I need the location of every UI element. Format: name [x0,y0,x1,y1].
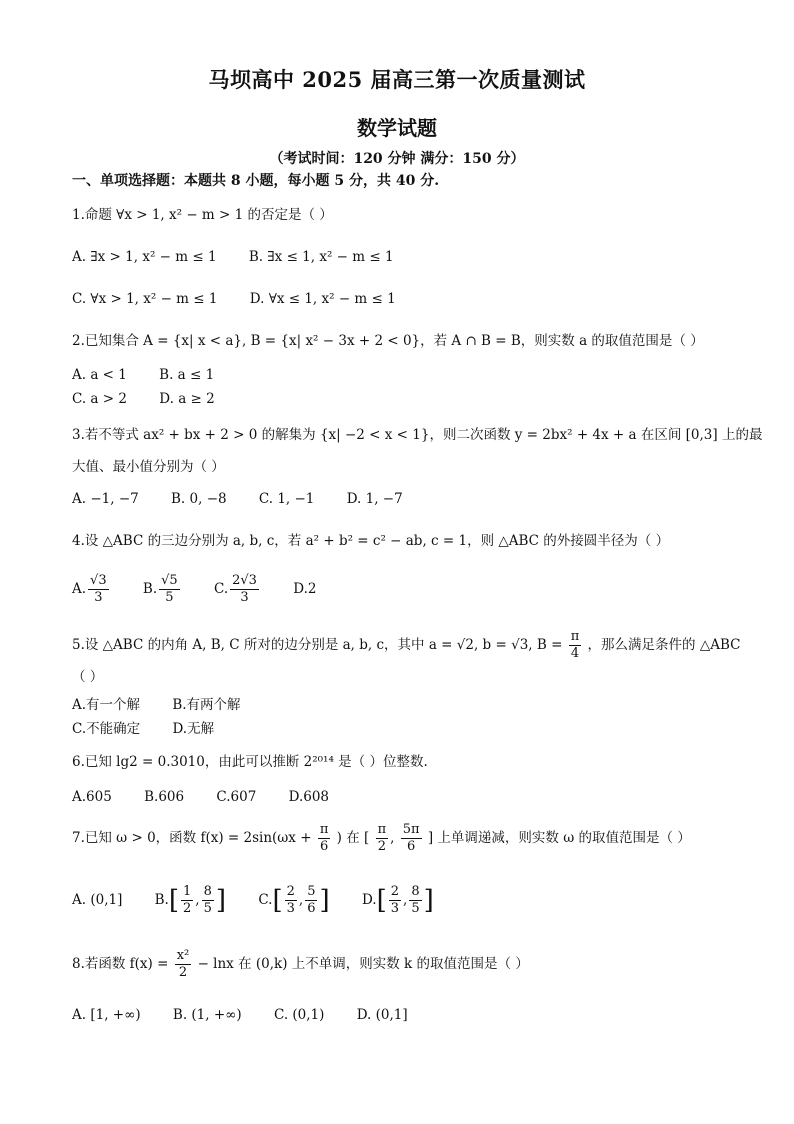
option-c [213,573,261,605]
numerator: 2 [390,884,400,899]
denominator: 3 [240,590,249,605]
option-d: D. ∀x ≤ 1, x² − m ≤ 1 [249,291,396,307]
option-b: B.[ $\frac{1}{2}$ , $\frac{8}{5}$ ] [154,884,227,916]
option-a-fraction [88,573,109,606]
option-a: A. (0,1] [72,892,123,908]
angle-fraction [569,629,582,662]
question-1-options-row1 [72,248,422,266]
option-b-label: B. [154,892,169,908]
question-7-stem-part3: ] 上单调递减，则实数 ω 的取值范围是（ ） [427,830,691,846]
question-5-stem-line2: （ ） [72,669,104,685]
question-7-options [72,880,462,921]
option-b: B.606 [144,789,185,805]
option-d: D.2 [293,581,317,597]
option-c: C. ∀x > 1, x² − m ≤ 1 [72,291,218,307]
option-d: D. a ≥ 2 [159,391,215,407]
fraction [305,884,317,917]
question-2-stem: 2.已知集合 A = {x| x < a}, B = {x| x² − 3x + 2 < 0}，若 A ∩ B = B，则实数 a 的取值范围是（ ） [72,333,704,349]
fraction [181,884,193,917]
question-3-stem-line1: 3.若不等式 ax² + bx + 2 > 0 的解集为 {x| −2 < x < 1}，则二次函数 y = 2bx² + 4x + a 在区间 [0,3] 上的最 [72,427,763,443]
question-5-stem-start: 5.设 △ABC 的内角 A, B, C 所对的边分别是 a, b, c，其中 a = √2, b = √3, B = [72,637,563,653]
question-8-stem [72,944,529,984]
question-2-options-row1 [72,366,242,384]
question-7-stem: 7.已知 ω > 0，函数 f(x) = 2sin(ωx + $\frac{\pi}{6}$ ) 在 [ $\frac{\pi}{2}$ , $\frac{5\pi}{6}$ ] 上单调递减，则实数 ω 的取值范围是（ ） [72,822,691,854]
denominator: 5 [411,901,420,916]
option-a: A. [1, +∞) [72,1007,141,1023]
question-8-stem-part2: − lnx 在 (0,k) 上不单调，则实数 k 的取值范围是（ ） [197,956,529,972]
option-b-fraction [159,573,180,606]
denominator: 2 [377,839,386,854]
question-5-options-row2 [72,720,242,738]
exam-subject: 数学试题 [357,116,437,140]
numerator: √3 [90,573,107,588]
fraction [409,884,421,917]
option-b: B. ∃x ≤ 1, x² − m ≤ 1 [248,249,394,265]
question-5-options-row1 [72,696,269,714]
question-7-stem-part2: ) 在 [ [336,830,370,846]
denominator: 3 [94,590,103,605]
option-b: B. (1, +∞) [172,1007,242,1023]
question-1-options-row2 [72,290,424,308]
option-c: C.不能确定 [72,721,141,737]
numerator: π [377,822,387,837]
option-c: C. (0,1) [273,1007,325,1023]
option-a: A. a < 1 [72,367,127,383]
denominator: 5 [165,590,174,605]
fraction [389,884,401,917]
interval-start-fraction [376,822,389,855]
question-6-options [72,788,357,806]
option-a: A. −1, −7 [72,491,139,507]
phase-fraction [318,822,331,855]
denominator: 6 [307,901,316,916]
option-c-label: C. [258,892,273,908]
denominator: 5 [203,901,212,916]
numerator: √5 [161,573,178,588]
option-c-label: C. [213,581,229,597]
denominator: 3 [390,901,400,916]
numerator: 5 [307,884,316,899]
option-c-fraction [230,573,259,606]
question-4-options [72,572,344,606]
question-8-stem-part1: 8.若函数 f(x) = [72,956,169,972]
option-d: D.608 [288,789,330,805]
option-c: C. a > 2 [72,391,127,407]
question-3-stem-line2: 大值、最小值分别为（ ） [72,459,225,475]
numerator: 2√3 [232,573,257,588]
numerator: π [570,629,580,644]
function-fraction [175,948,192,981]
denominator: 6 [406,839,416,854]
option-a [72,573,111,605]
option-a-label: A. [72,581,87,597]
interval-end-fraction [401,822,422,855]
question-2-options-row2 [72,390,243,408]
numerator: 1 [183,884,192,899]
option-a: A.605 [72,789,112,805]
option-b: B.有两个解 [172,697,241,713]
denominator: 2 [178,965,188,980]
numerator: 8 [203,884,212,899]
denominator: 2 [183,901,192,916]
option-b-label: B. [142,581,158,597]
numerator: π [319,822,329,837]
option-b: B. 0, −8 [171,491,227,507]
question-3-options [72,490,431,508]
option-d: D.无解 [172,721,215,737]
numerator: 5π [402,822,420,837]
numerator: x² [176,948,190,963]
option-a: A. ∃x > 1, x² − m ≤ 1 [72,249,217,265]
fraction [202,884,214,917]
numerator: 8 [411,884,420,899]
option-d: D.[ $\frac{2}{3}$ , $\frac{8}{5}$ ] [361,884,434,916]
question-7-stem-part1: 7.已知 ω > 0，函数 f(x) = 2sin(ωx + [72,830,312,846]
option-d: D. (0,1] [356,1007,408,1023]
fraction [285,884,297,917]
numerator: 2 [286,884,295,899]
question-5-stem-line1 [72,628,740,662]
question-8-options [72,1006,436,1024]
denominator: 3 [286,901,295,916]
question-6-stem: 6.已知 lg2 = 0.3010，由此可以推断 2²⁰¹⁴ 是（ ）位整数. [72,754,428,770]
option-a: A.有一个解 [72,697,141,713]
question-4-stem: 4.设 △ABC 的三边分别为 a, b, c，若 a² + b² = c² − ab, c = 1，则 △ABC 的外接圆半径为（ ） [72,533,670,549]
option-b [142,573,182,605]
section-heading: 一、单项选择题：本题共 8 小题，每小题 5 分，共 40 分. [72,173,440,189]
denominator: 4 [570,646,580,661]
option-c: C.607 [216,789,257,805]
exam-info: （考试时间：120 分钟 满分：150 分） [269,151,525,167]
question-5-stem-end: ，那么满足条件的 △ABC [587,637,741,653]
option-d-label: D. [361,892,377,908]
option-d: D. 1, −7 [346,491,403,507]
option-c: C.[ $\frac{2}{3}$ , $\frac{5}{6}$ ] [258,884,330,916]
question-1-stem: 1.命题 ∀x > 1, x² − m > 1 的否定是（ ） [72,207,333,223]
option-c: C. 1, −1 [258,491,315,507]
denominator: 6 [319,839,329,854]
option-b: B. a ≤ 1 [159,367,215,383]
exam-title: 马坝高中 2025 届高三第一次质量测试 [208,67,586,92]
